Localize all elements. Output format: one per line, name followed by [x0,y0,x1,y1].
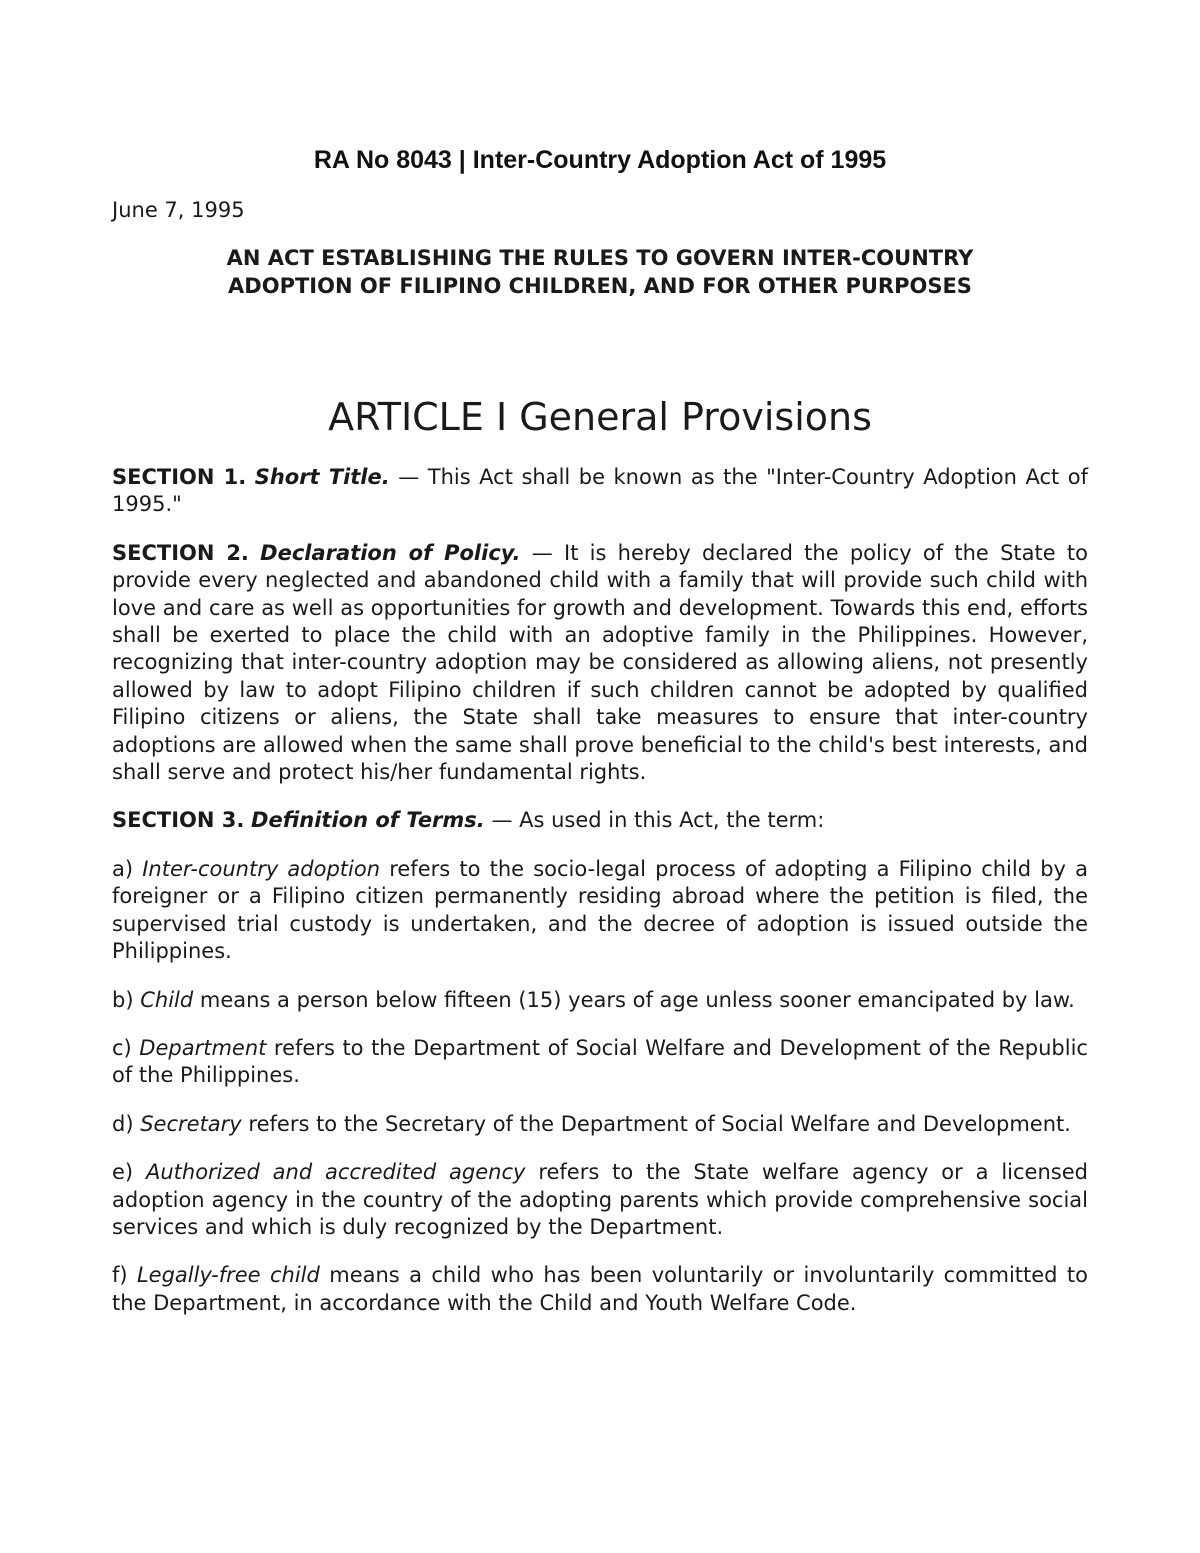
definition-text: refers to the State welfare agency or a licensed adoption agency in the country of the adopting parents which provide comprehensive social services and which is duly recognized by the Department. [112,1160,1088,1239]
act-title-line-1: AN ACT ESTABLISHING THE RULES TO GOVERN INTER-COUNTRY [226,246,974,270]
act-title [112,244,1088,300]
definition-text: refers to the Secretary of the Department of Social Welfare and Development. [248,1111,1071,1136]
definition-letter: a) [112,856,134,881]
document-date: June 7, 1995 [112,198,245,222]
section-text: — This Act shall be known as the "Inter-Country Adoption Act of 1995." [112,465,1088,517]
section-label: SECTION 1. [112,465,247,489]
definition-term: Secretary [140,1111,242,1136]
definition-term: Inter-country adoption [142,856,381,881]
section-title: Declaration of Policy. [260,540,521,565]
section-title: Definition of Terms. [251,808,485,833]
section-1 [112,464,1088,519]
definition-letter: f) [112,1263,128,1288]
section-3 [112,807,1088,834]
definition-text: means a child who has been voluntarily or involuntarily committed to the Department, in accordance with the Child and Youth Welfare Code. [112,1263,1088,1315]
definition-item-c [112,1035,1088,1090]
act-title-line-2: ADOPTION OF FILIPINO CHILDREN, AND FOR OTHER PURPOSES [228,274,972,298]
section-text: — As used in this Act, the term: [491,808,825,833]
definition-item-e [112,1159,1088,1241]
section-title: Short Title. [254,465,390,489]
definition-text: refers to the Department of Social Welfare and Development of the Republic of the Philippines. [112,1035,1088,1088]
definition-item-a [112,856,1088,966]
definition-item-b [112,987,1088,1014]
definition-text: refers to the socio-legal process of adopting a Filipino child by a foreigner or a Filipino citizen permanently residing abroad where the petition is filed, the supervised trial custody is undertaken, and the decree of adoption is issued outside the Philippines. [112,856,1088,964]
document-title: RA No 8043 | Inter-Country Adoption Act of 1995 [313,146,887,174]
section-text: — It is hereby declared the policy of the State to provide every neglected and abandoned child with a family that will provide such child with love and care as well as opportunities for growth and development. Towards this end, efforts shall be exerted to place the child with an adoptive family in the Philippines. However, recognizing that inter-country adoption may be considered as allowing aliens, not presently allowed by law to adopt Filipino children if such children cannot be adopted by qualified Filipino citizens or aliens, the State shall take measures to ensure that inter-country adoptions are allowed when the same shall prove beneficial to the child's best interests, and shall serve and protect his/her fundamental rights. [112,540,1088,785]
section-2 [112,540,1088,787]
definition-letter: c) [112,1035,132,1060]
definition-item-f [112,1262,1088,1317]
section-label: SECTION 3. [112,808,245,833]
definition-term: Child [140,987,194,1012]
definition-letter: e) [112,1160,134,1185]
definition-term: Department [139,1035,267,1060]
definition-term: Legally-free child [136,1263,320,1288]
definition-item-d [112,1111,1088,1138]
document-body [112,140,1088,1317]
definition-letter: b) [112,987,134,1012]
definition-text: means a person below fifteen (15) years of age unless sooner emancipated by law. [199,987,1075,1012]
section-label: SECTION 2. [112,540,249,565]
definition-term: Authorized and accredited agency [145,1160,526,1185]
article-heading: ARTICLE I General Provisions [328,395,872,439]
definition-letter: d) [112,1111,134,1136]
